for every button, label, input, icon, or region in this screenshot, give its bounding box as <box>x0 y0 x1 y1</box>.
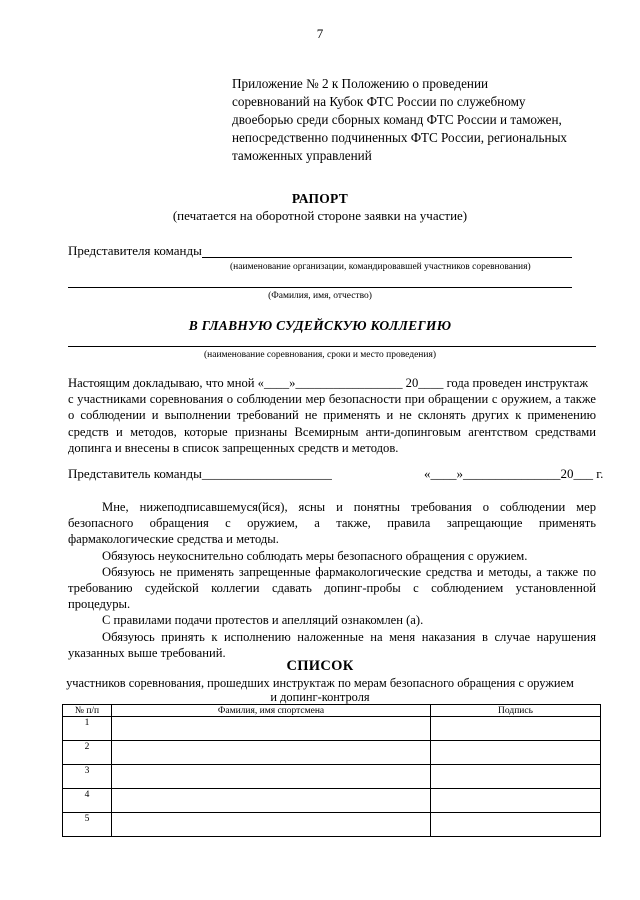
row-number: 1 <box>63 717 112 741</box>
report-paragraph <box>68 375 596 456</box>
sign-label-text: Представитель команды <box>68 466 202 481</box>
row-number: 2 <box>63 741 112 765</box>
report-subtitle: (печатается на оборотной стороне заявки на участие) <box>172 208 468 223</box>
pledge-paragraph: Мне, нижеподписавшемуся(йся), ясны и понятны требования о соблюдении мер безопасного обращения с оружием, а также, правила запрещающие применять фармакологические средства и методы. <box>68 500 596 547</box>
report-text: с участниками соревнования о соблюдении мер безопасности при обращении с оружием, а также о соблюдении и выполнении требований не применять и не склонять других к применению средств и методов, которые признаны Всемирным анти-допинговым агентством средствами допинга и внесены в список запрещенных средств и методов. <box>68 392 596 455</box>
appendix-line: Приложение № 2 к Положению о проведении <box>232 76 489 91</box>
pledge-paragraph: С правилами подачи протестов и апелляций ознакомлен (а). <box>102 613 424 628</box>
list-subtitle: и допинг-контроля <box>270 690 370 704</box>
org-line <box>202 257 572 258</box>
appendix-line: соревнований на Кубок ФТС России по служебному <box>232 94 526 109</box>
signature-cell[interactable] <box>431 789 601 813</box>
participants-table <box>62 704 601 837</box>
signature-cell[interactable] <box>431 765 601 789</box>
col-header-signature: Подпись <box>431 705 601 717</box>
appendix-line: двоеборью среди сборных команд ФТС России и таможен, <box>232 112 562 127</box>
appendix-line: непосредственно подчиненных ФТС России, региональных <box>232 130 568 145</box>
name-cell[interactable] <box>112 717 431 741</box>
sign-label <box>68 466 332 482</box>
pledge-paragraph: Обязуюсь принять к исполнению наложенные на меня наказания в случае нарушения указанных выше требований. <box>68 629 596 660</box>
date-line: «____»_______________20___ г. <box>424 466 604 481</box>
table-row <box>63 741 601 765</box>
addressee-heading: В ГЛАВНУЮ СУДЕЙСКУЮ КОЛЛЕГИЮ <box>188 318 452 333</box>
page-number: 7 <box>316 26 324 41</box>
list-subtitle: участников соревнования, прошедших инструктаж по мерам безопасного обращения с оружием <box>66 676 574 690</box>
org-hint: (наименование организации, командировавшей участников соревнования) <box>230 262 531 272</box>
row-number: 3 <box>63 765 112 789</box>
team-rep-label: Представителя команды <box>68 243 202 258</box>
name-cell[interactable] <box>112 741 431 765</box>
pledge-paragraph: Обязуюсь неукоснительно соблюдать меры безопасного обращения с оружием. <box>102 548 528 563</box>
signature-cell[interactable] <box>431 813 601 837</box>
row-number: 4 <box>63 789 112 813</box>
table-row <box>63 813 601 837</box>
appendix-note <box>232 75 612 165</box>
col-header-name: Фамилия, имя спортсмена <box>112 705 431 717</box>
report-title: РАПОРТ <box>291 191 349 206</box>
list-title: СПИСОК <box>286 658 354 674</box>
competition-line <box>68 346 596 347</box>
table-row <box>63 717 601 741</box>
fio-hint: (Фамилия, имя, отчество) <box>268 291 372 301</box>
appendix-line: таможенных управлений <box>232 148 372 163</box>
pledge-paragraph: Обязуюсь не применять запрещенные фармакологические средства и методы, а также по требованию судейской коллегии сдавать допинг-пробы с соблюдением установленной процедуры. <box>68 564 596 612</box>
signature-cell[interactable] <box>431 741 601 765</box>
competition-hint: (наименование соревнования, сроки и место проведения) <box>203 350 436 360</box>
table-row <box>63 765 601 789</box>
participants-table-wrap <box>62 704 601 837</box>
name-cell[interactable] <box>112 789 431 813</box>
table-row <box>63 789 601 813</box>
name-cell[interactable] <box>112 765 431 789</box>
signature-cell[interactable] <box>431 717 601 741</box>
pledge-block <box>68 499 596 661</box>
report-first-line: Настоящим докладываю, что мной «____»_________________ 20____ года проведен инструктаж <box>68 376 589 390</box>
signature-line: ____________________ <box>201 466 332 481</box>
col-header-number: № п/п <box>63 705 112 717</box>
row-number: 5 <box>63 813 112 837</box>
name-cell[interactable] <box>112 813 431 837</box>
fio-line <box>68 287 572 288</box>
